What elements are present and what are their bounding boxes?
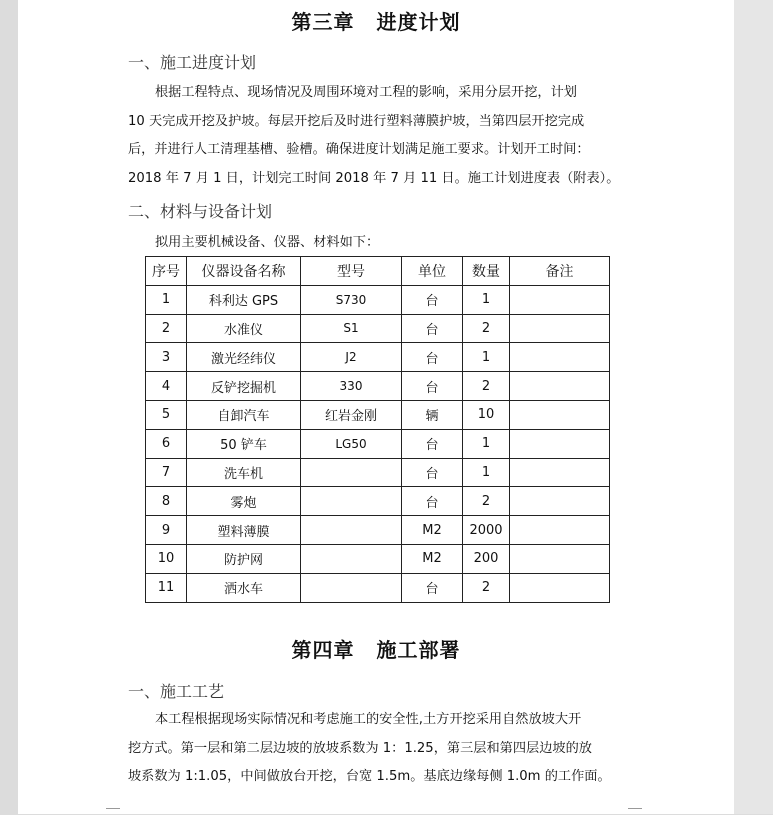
table-row	[146, 573, 610, 602]
header-cell-model: 型号	[301, 257, 402, 286]
header-cell-unit: 单位	[402, 257, 463, 286]
cell-model	[301, 487, 402, 516]
cell-quantity: 2000	[463, 516, 510, 545]
cell-model: S730	[301, 285, 402, 314]
paragraph-line: 本工程根据现场实际情况和考虑施工的安全性,土方开挖采用自然放坡大开	[155, 712, 582, 727]
table-row	[146, 458, 610, 487]
cell-model	[301, 573, 402, 602]
paragraph-line: 2018 年 7 月 1 日，计划完工时间 2018 年 7 月 11 日。施工计划进度表（附表）。	[128, 170, 620, 186]
table-row	[146, 544, 610, 573]
cell-model: LG50	[301, 429, 402, 458]
chapter-3-heading	[18, 6, 734, 35]
table-header-row	[146, 257, 610, 286]
chapter-3-title: 进度计划	[376, 10, 461, 34]
cell-remarks	[510, 487, 610, 516]
cell-unit: M2	[402, 516, 463, 545]
cell-index: 8	[146, 487, 187, 516]
cell-name: 洗车机	[187, 458, 301, 487]
cell-model: 红岩金刚	[301, 400, 402, 429]
cell-name: 雾炮	[187, 487, 301, 516]
cell-quantity: 2	[463, 487, 510, 516]
cell-remarks	[510, 544, 610, 573]
cell-name: 防护网	[187, 544, 301, 573]
cell-name: 洒水车	[187, 573, 301, 602]
cell-name: 激光经纬仪	[187, 343, 301, 372]
cell-model: J2	[301, 343, 402, 372]
table-intro: 拟用主要机械设备、仪器、材料如下：	[155, 235, 380, 250]
cell-unit: 台	[402, 343, 463, 372]
schedule-paragraph	[128, 79, 634, 193]
section-schedule-heading: 一、施工进度计划	[128, 53, 257, 72]
cell-remarks	[510, 285, 610, 314]
cell-remarks	[510, 400, 610, 429]
cell-name: 水准仪	[187, 314, 301, 343]
paragraph-line: 挖方式。第一层和第二层边坡的放坡系数为 1：1.25，第三层和第四层边坡的放	[128, 740, 592, 756]
cell-name: 反铲挖掘机	[187, 372, 301, 401]
equipment-table	[145, 256, 610, 603]
paragraph-line: 坡系数为 1:1.05，中间做放台开挖，台宽 1.5m。基底边缘每侧 1.0m 的工作面。	[128, 769, 611, 784]
chapter-4-title: 施工部署	[376, 638, 461, 662]
cell-quantity: 2	[463, 372, 510, 401]
cell-unit: 台	[402, 573, 463, 602]
cell-index: 5	[146, 400, 187, 429]
cell-index: 6	[146, 429, 187, 458]
cell-unit: 台	[402, 458, 463, 487]
cell-remarks	[510, 429, 610, 458]
cell-unit: 台	[402, 314, 463, 343]
cell-quantity: 200	[463, 544, 510, 573]
cell-quantity: 2	[463, 573, 510, 602]
paragraph-line: 10 天完成开挖及护坡。每层开挖后及时进行塑料薄膜护坡，当第四层开挖完成	[128, 113, 585, 129]
cell-index: 10	[146, 544, 187, 573]
table-row	[146, 400, 610, 429]
cell-quantity: 10	[463, 400, 510, 429]
cell-unit: 辆	[402, 400, 463, 429]
cell-index: 11	[146, 573, 187, 602]
cell-quantity: 2	[463, 314, 510, 343]
cell-remarks	[510, 573, 610, 602]
cell-name: 塑料薄膜	[187, 516, 301, 545]
table-row	[146, 314, 610, 343]
cell-remarks	[510, 343, 610, 372]
chapter-4-number: 第四章	[291, 638, 355, 662]
cell-model: 330	[301, 372, 402, 401]
cell-name: 50 铲车	[187, 429, 301, 458]
cell-quantity: 1	[463, 429, 510, 458]
table-row	[146, 343, 610, 372]
header-cell-name: 仪器设备名称	[187, 257, 301, 286]
cell-quantity: 1	[463, 458, 510, 487]
chapter-4-heading	[18, 634, 734, 663]
cell-unit: M2	[402, 544, 463, 573]
section-process-heading: 一、施工工艺	[128, 682, 225, 701]
table-row	[146, 516, 610, 545]
document-page	[18, 0, 734, 814]
cell-unit: 台	[402, 487, 463, 516]
cell-remarks	[510, 516, 610, 545]
cell-index: 4	[146, 372, 187, 401]
cell-model	[301, 458, 402, 487]
cell-name: 科利达 GPS	[187, 285, 301, 314]
table-row	[146, 429, 610, 458]
cell-index: 1	[146, 285, 187, 314]
cell-model	[301, 544, 402, 573]
section-materials-heading: 二、材料与设备计划	[128, 202, 273, 221]
process-paragraph	[128, 706, 634, 792]
paragraph-line: 后，并进行人工清理基槽、验槽。确保进度计划满足施工要求。计划开工时间：	[128, 142, 590, 157]
window-gutter	[734, 0, 773, 814]
table-row	[146, 285, 610, 314]
cell-name: 自卸汽车	[187, 400, 301, 429]
cell-remarks	[510, 372, 610, 401]
header-cell-index: 序号	[146, 257, 187, 286]
table-body	[146, 285, 610, 602]
cell-unit: 台	[402, 285, 463, 314]
cell-unit: 台	[402, 429, 463, 458]
header-cell-quantity: 数量	[463, 257, 510, 286]
table-row	[146, 372, 610, 401]
cell-quantity: 1	[463, 285, 510, 314]
table-row	[146, 487, 610, 516]
cell-unit: 台	[402, 372, 463, 401]
header-cell-remarks: 备注	[510, 257, 610, 286]
cell-model: S1	[301, 314, 402, 343]
cell-index: 7	[146, 458, 187, 487]
cell-quantity: 1	[463, 343, 510, 372]
cell-index: 9	[146, 516, 187, 545]
chapter-3-number: 第三章	[291, 10, 355, 34]
cell-remarks	[510, 458, 610, 487]
cell-model	[301, 516, 402, 545]
cell-remarks	[510, 314, 610, 343]
paragraph-line: 根据工程特点、现场情况及周围环境对工程的影响，采用分层开挖，计划	[155, 85, 577, 100]
cell-index: 2	[146, 314, 187, 343]
cell-index: 3	[146, 343, 187, 372]
